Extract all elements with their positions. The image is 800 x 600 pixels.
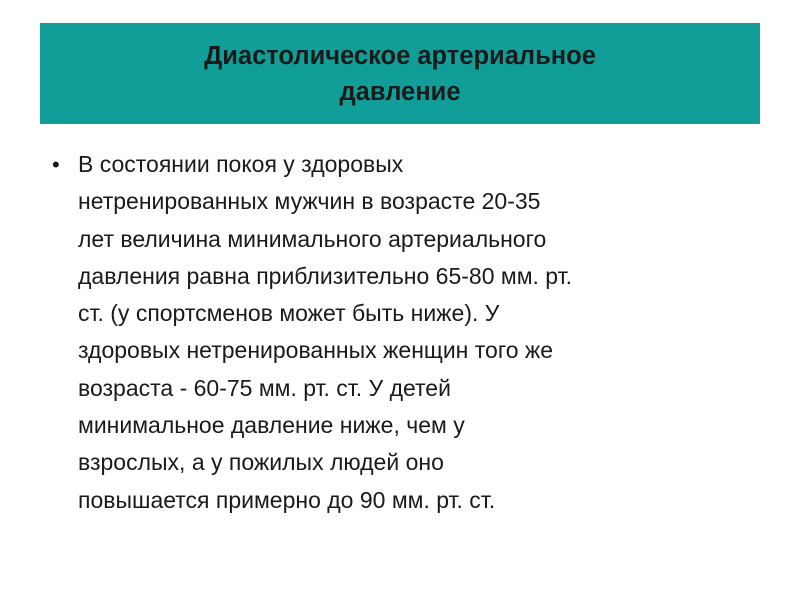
bullet-marker: • [52, 152, 60, 177]
bullet-line-10: повышается примерно до 90 мм. рт. ст. [78, 486, 496, 513]
bullet-item [52, 146, 752, 519]
bullet-line-7: возраста - 60-75 мм. рт. ст. У детей [78, 374, 451, 401]
slide-title-line-1: Диастолическое артериальное [204, 41, 596, 70]
bullet-line-8: минимальное давление ниже, чем у [78, 412, 465, 439]
bullet-line-5: ст. (у спортсменов может быть ниже). У [78, 300, 500, 327]
slide-title [120, 38, 680, 110]
slide-title-line-2: давление [339, 77, 461, 106]
title-bar [40, 23, 760, 124]
bullet-line-6: здоровых нетренированных женщин того же [78, 337, 554, 364]
bullet-line-3: лет величина минимального артериального [78, 225, 547, 252]
slide-body [52, 146, 752, 519]
bullet-line-1: В состоянии покоя у здоровых [78, 151, 404, 177]
bullet-text [78, 146, 750, 519]
bullet-line-9: взрослых, а у пожилых людей оно [78, 449, 444, 476]
bullet-line-2: нетренированных мужчин в возрасте 20-35 [78, 188, 541, 215]
bullet-line-4: давления равна приблизительно 65-80 мм. рт. [78, 262, 572, 289]
